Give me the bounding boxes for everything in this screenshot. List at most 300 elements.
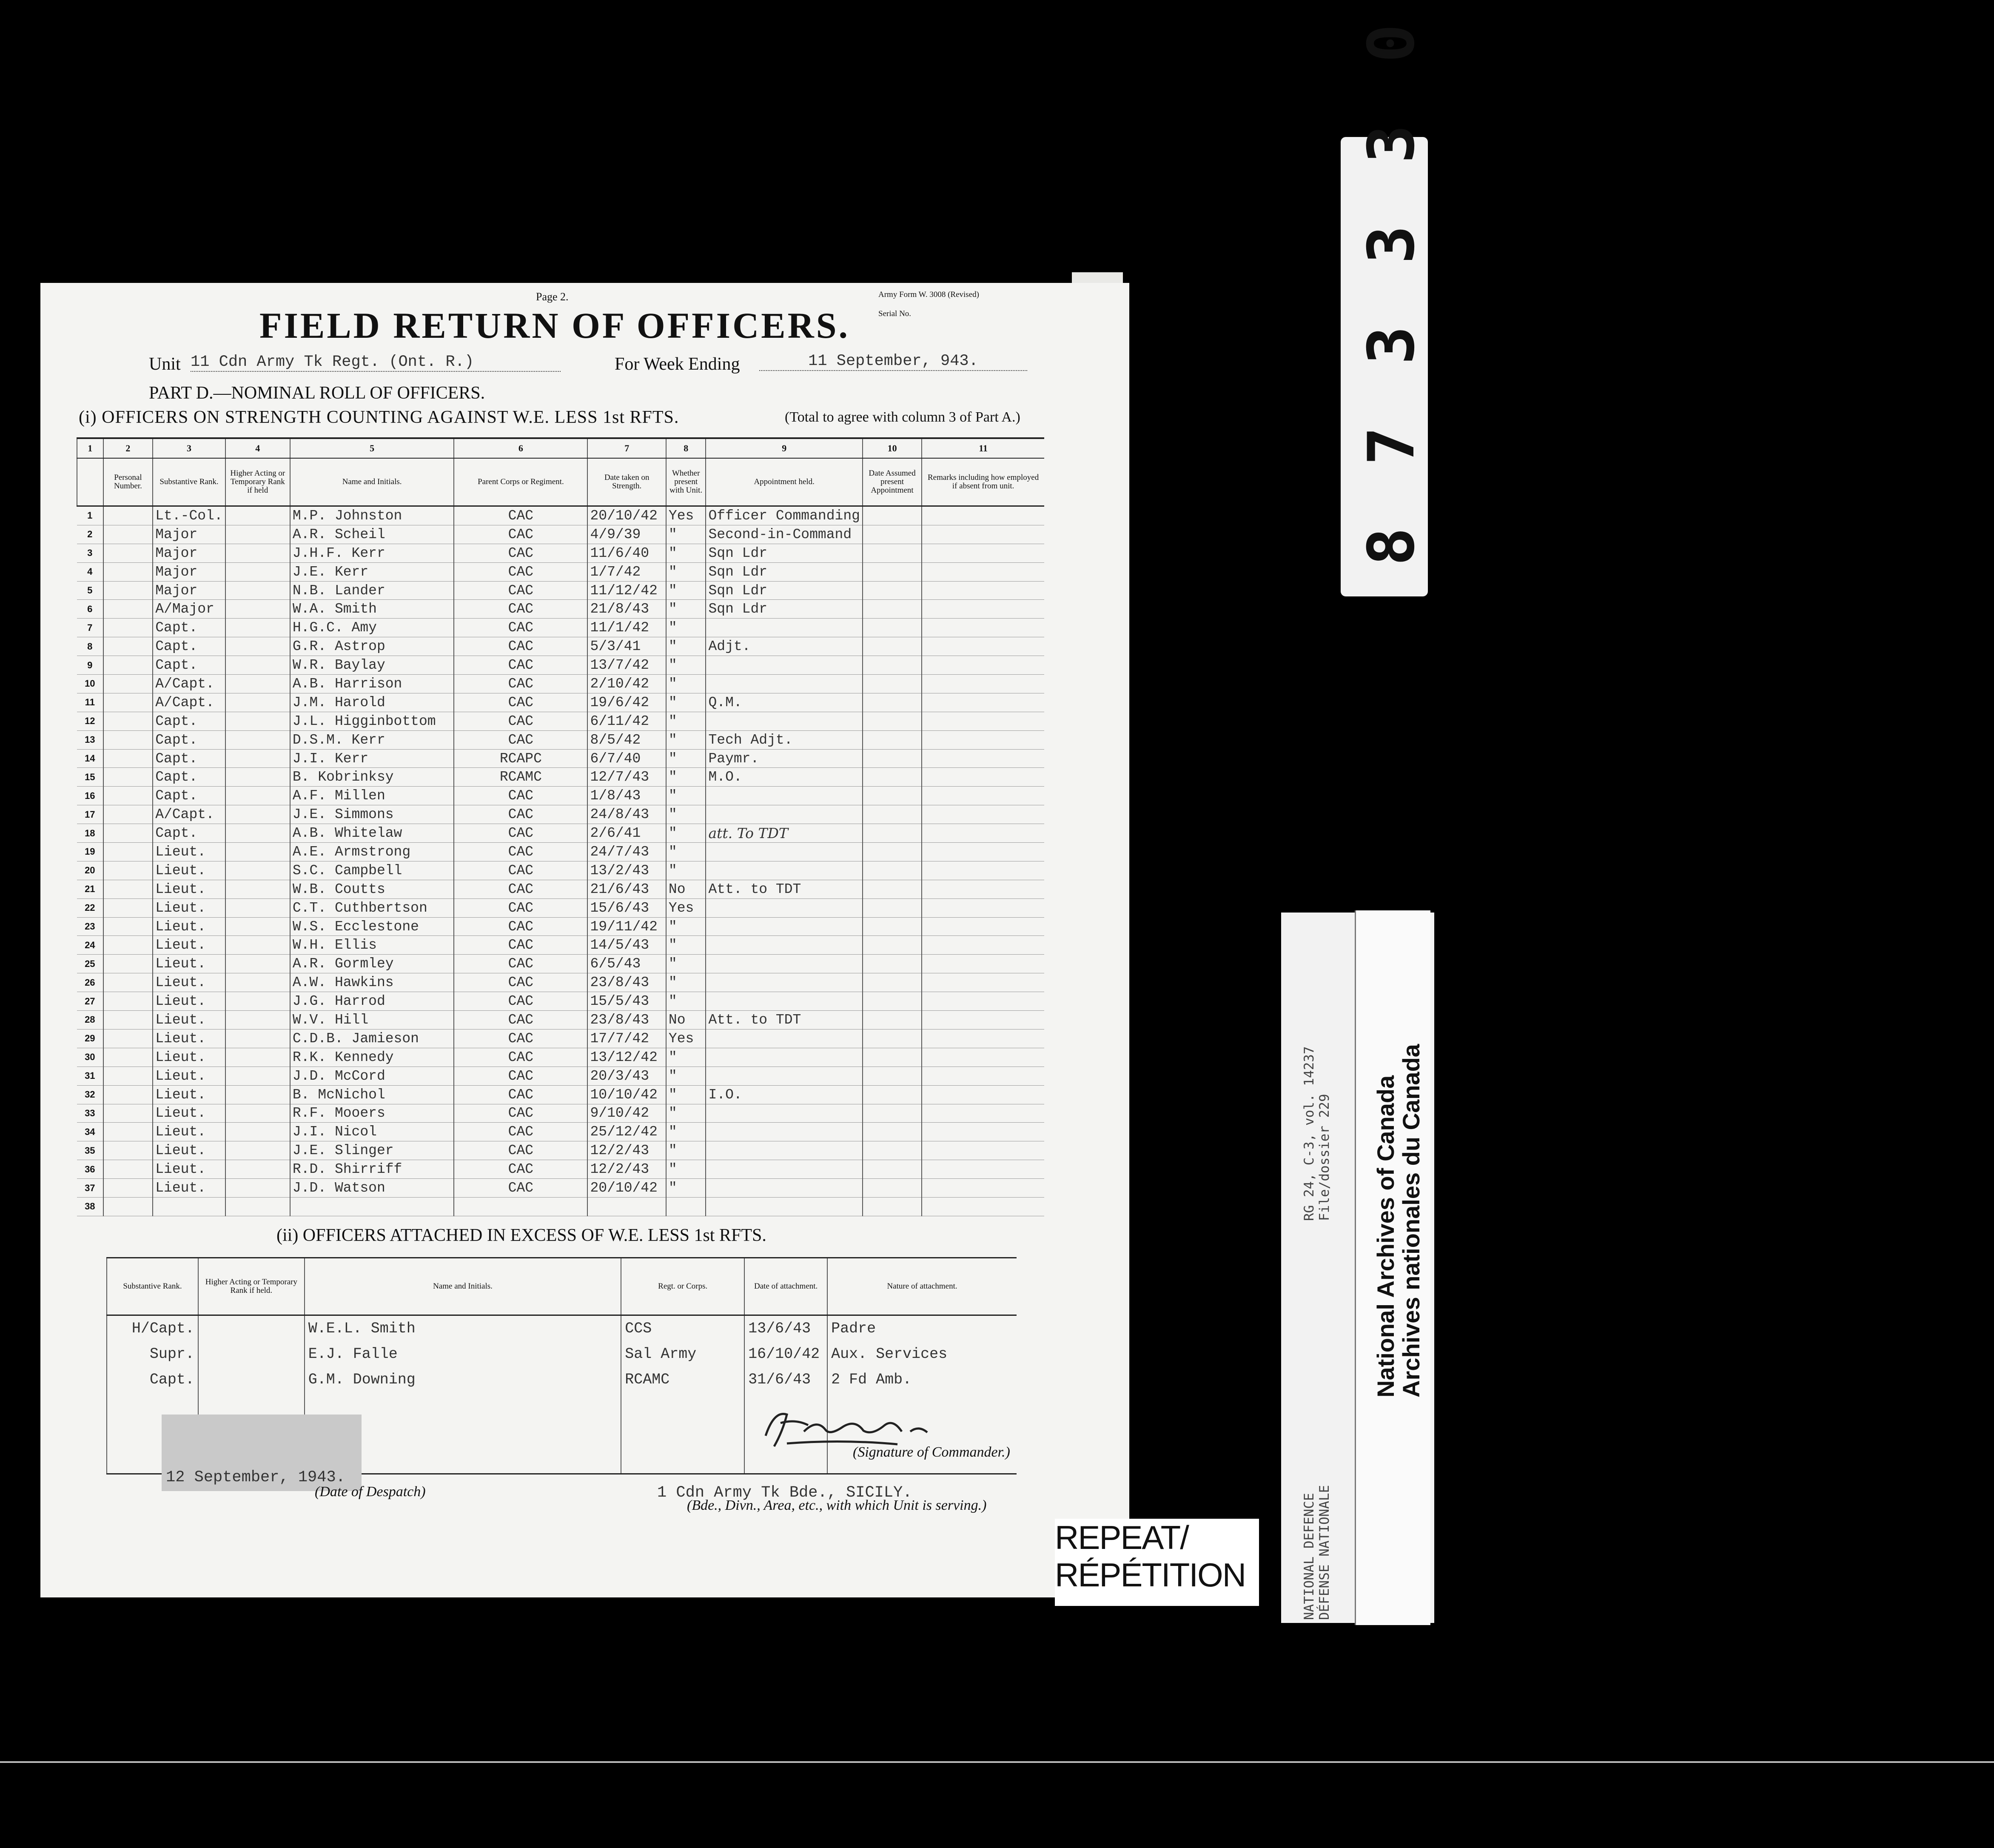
parent-corps: CAC (454, 955, 587, 973)
officers-roll-body (77, 506, 1044, 1216)
section-1-title: (i) OFFICERS ON STRENGTH COUNTING AGAINST W.E. LESS 1st RFTS. (79, 408, 679, 427)
date-appointed (863, 1179, 922, 1198)
parent-corps: CAC (454, 898, 587, 917)
substantive-rank: Major (153, 525, 225, 544)
attached-rank: H/Capt. (107, 1315, 198, 1342)
date-appointed (863, 880, 922, 898)
remarks (922, 768, 1044, 787)
row-number: 4 (77, 562, 103, 581)
date-on-strength: 6/11/42 (587, 712, 666, 730)
substantive-rank (153, 1197, 225, 1216)
remarks (922, 619, 1044, 637)
appointment (706, 675, 862, 693)
remarks (922, 880, 1044, 898)
part-title: PART D.—NOMINAL ROLL OF OFFICERS. (149, 383, 485, 403)
substantive-rank: Lieut. (153, 955, 225, 973)
substantive-rank: Lieut. (153, 861, 225, 880)
row-number: 29 (77, 1029, 103, 1048)
personal-number (103, 787, 153, 805)
present-with-unit (666, 1197, 706, 1216)
column-header: Remarks including how employed if absent from unit. (922, 458, 1044, 506)
archives-name (1373, 1044, 1424, 1397)
officer-name: J.D. Watson (290, 1179, 454, 1198)
attached-column-header: Higher Acting or Temporary Rank if held. (198, 1258, 305, 1315)
substantive-rank: Lieut. (153, 1011, 225, 1030)
row-number: 31 (77, 1067, 103, 1085)
date-on-strength: 25/12/42 (587, 1123, 666, 1141)
row-number: 6 (77, 600, 103, 619)
acting-rank (225, 880, 290, 898)
present-with-unit: " (666, 1160, 706, 1179)
remarks (922, 1104, 1044, 1123)
date-on-strength: 12/2/43 (587, 1160, 666, 1179)
date-appointed (863, 1160, 922, 1179)
row-number: 32 (77, 1085, 103, 1104)
repeat-stamp (1055, 1519, 1259, 1606)
appointment (706, 787, 862, 805)
date-appointed (863, 917, 922, 936)
substantive-rank: Lieut. (153, 936, 225, 955)
present-with-unit: " (666, 824, 706, 843)
present-with-unit: " (666, 525, 706, 544)
attachment-date: 13/6/43 (744, 1315, 827, 1342)
table-row (77, 1141, 1044, 1160)
date-on-strength: 23/8/43 (587, 973, 666, 992)
officer-name: R.D. Shirriff (290, 1160, 454, 1179)
date-on-strength: 21/8/43 (587, 600, 666, 619)
date-on-strength: 6/5/43 (587, 955, 666, 973)
remarks (922, 712, 1044, 730)
present-with-unit: " (666, 619, 706, 637)
row-number: 25 (77, 955, 103, 973)
personal-number (103, 1029, 153, 1048)
remarks (922, 656, 1044, 675)
appointment (706, 1160, 862, 1179)
parent-corps: CAC (454, 936, 587, 955)
personal-number (103, 1067, 153, 1085)
appointment (706, 619, 862, 637)
acting-rank (225, 824, 290, 843)
parent-corps: CAC (454, 973, 587, 992)
row-number: 19 (77, 843, 103, 861)
parent-corps: CAC (454, 1104, 587, 1123)
personal-number (103, 1160, 153, 1179)
date-on-strength: 23/8/43 (587, 1011, 666, 1030)
present-with-unit: No (666, 880, 706, 898)
substantive-rank: Lt.-Col. (153, 506, 225, 525)
officer-name: W.S. Ecclestone (290, 917, 454, 936)
officer-name: J.I. Nicol (290, 1123, 454, 1141)
date-appointed (863, 693, 922, 712)
page-number: Page 2. (536, 291, 569, 303)
present-with-unit: " (666, 581, 706, 600)
remarks (922, 992, 1044, 1011)
present-with-unit: " (666, 768, 706, 787)
appointment (706, 936, 862, 955)
date-appointed (863, 1141, 922, 1160)
date-appointed (863, 730, 922, 749)
present-with-unit: " (666, 917, 706, 936)
archive-reference-2: File/dossier 229 (1317, 1094, 1332, 1221)
parent-corps: CAC (454, 525, 587, 544)
archive-reference-1: RG 24, C-3, vol. 14237 (1302, 1046, 1317, 1221)
table-row (77, 506, 1044, 525)
present-with-unit: " (666, 843, 706, 861)
officers-roll-table (77, 437, 1044, 1216)
acting-rank (225, 600, 290, 619)
table-row (77, 1197, 1044, 1216)
officer-name: A.R. Gormley (290, 955, 454, 973)
personal-number (103, 1085, 153, 1104)
date-on-strength: 20/10/42 (587, 506, 666, 525)
acting-rank (225, 675, 290, 693)
acting-rank (225, 992, 290, 1011)
table-row (77, 656, 1044, 675)
present-with-unit: Yes (666, 1029, 706, 1048)
personal-number (103, 917, 153, 936)
remarks (922, 955, 1044, 973)
appointment: I.O. (706, 1085, 862, 1104)
substantive-rank: Lieut. (153, 880, 225, 898)
attached-column-header: Nature of attachment. (827, 1258, 1017, 1315)
formation-value: 1 Cdn Army Tk Bde., SICILY. (657, 1484, 912, 1502)
defence-en: NATIONAL DEFENCE (1302, 1493, 1317, 1620)
personal-number (103, 712, 153, 730)
row-number: 3 (77, 544, 103, 562)
row-number: 38 (77, 1197, 103, 1216)
substantive-rank: Capt. (153, 824, 225, 843)
table-row (77, 1160, 1044, 1179)
personal-number (103, 1123, 153, 1141)
officer-name: W.V. Hill (290, 1011, 454, 1030)
personal-number (103, 1048, 153, 1067)
personal-number (103, 843, 153, 861)
signature-label: (Signature of Commander.) (853, 1444, 1010, 1460)
appointment (706, 843, 862, 861)
parent-corps: CAC (454, 1085, 587, 1104)
remarks (922, 936, 1044, 955)
parent-corps: CAC (454, 730, 587, 749)
remarks (922, 861, 1044, 880)
attachment-date: 31/6/43 (744, 1367, 827, 1392)
present-with-unit: Yes (666, 506, 706, 525)
date-appointed (863, 768, 922, 787)
section-2-title: (ii) OFFICERS ATTACHED IN EXCESS OF W.E. LESS 1st RFTS. (276, 1226, 766, 1245)
date-appointed (863, 898, 922, 917)
appointment (706, 712, 862, 730)
date-on-strength: 11/1/42 (587, 619, 666, 637)
table-row (107, 1315, 1017, 1342)
officer-name: J.I. Kerr (290, 749, 454, 768)
date-appointed (863, 824, 922, 843)
present-with-unit: " (666, 1141, 706, 1160)
attached-corps (621, 1392, 744, 1474)
substantive-rank: Capt. (153, 730, 225, 749)
date-on-strength: 2/10/42 (587, 675, 666, 693)
row-number: 36 (77, 1160, 103, 1179)
parent-corps: CAC (454, 1141, 587, 1160)
film-edge-line (0, 1761, 1994, 1763)
date-appointed (863, 562, 922, 581)
date-appointed (863, 1048, 922, 1067)
appointment (706, 1067, 862, 1085)
present-with-unit: " (666, 992, 706, 1011)
officer-name: W.B. Coutts (290, 880, 454, 898)
present-with-unit: " (666, 973, 706, 992)
despatch-date-label: (Date of Despatch) (315, 1484, 426, 1500)
row-number: 24 (77, 936, 103, 955)
present-with-unit: Yes (666, 898, 706, 917)
acting-rank (225, 693, 290, 712)
table-row (77, 637, 1044, 656)
column-number: 9 (706, 438, 862, 458)
appointment: Tech Adjt. (706, 730, 862, 749)
column-number: 3 (153, 438, 225, 458)
substantive-rank: Lieut. (153, 1160, 225, 1179)
acting-rank (225, 1048, 290, 1067)
table-row (77, 749, 1044, 768)
column-number: 6 (454, 438, 587, 458)
defence-fr: DÉFENSE NATIONALE (1317, 1485, 1332, 1620)
attached-column-header: Date of attachment. (744, 1258, 827, 1315)
date-appointed (863, 525, 922, 544)
substantive-rank: Lieut. (153, 1029, 225, 1048)
substantive-rank: A/Capt. (153, 805, 225, 824)
personal-number (103, 730, 153, 749)
remarks (922, 544, 1044, 562)
row-number: 10 (77, 675, 103, 693)
row-number: 5 (77, 581, 103, 600)
row-number: 12 (77, 712, 103, 730)
parent-corps: CAC (454, 637, 587, 656)
date-appointed (863, 600, 922, 619)
unit-value: 11 Cdn Army Tk Regt. (Ont. R.) (191, 353, 561, 372)
date-appointed (863, 637, 922, 656)
table-row (77, 843, 1044, 861)
remarks (922, 824, 1044, 843)
personal-number (103, 525, 153, 544)
officer-name: J.E. Slinger (290, 1141, 454, 1160)
parent-corps: CAC (454, 843, 587, 861)
date-on-strength: 13/2/43 (587, 861, 666, 880)
appointment: Second-in-Command (706, 525, 862, 544)
personal-number (103, 973, 153, 992)
acting-rank (225, 898, 290, 917)
substantive-rank: A/Capt. (153, 675, 225, 693)
personal-number (103, 880, 153, 898)
parent-corps: CAC (454, 600, 587, 619)
substantive-rank: Capt. (153, 712, 225, 730)
appointment (706, 992, 862, 1011)
date-appointed (863, 805, 922, 824)
frame-number: 8 7 3 3 3 0 (1355, 12, 1429, 566)
remarks (922, 1179, 1044, 1198)
remarks (922, 600, 1044, 619)
attachment-nature: 2 Fd Amb. (827, 1367, 1017, 1392)
date-on-strength: 14/5/43 (587, 936, 666, 955)
present-with-unit: " (666, 955, 706, 973)
present-with-unit: " (666, 544, 706, 562)
remarks (922, 525, 1044, 544)
acting-rank (225, 973, 290, 992)
remarks (922, 581, 1044, 600)
appointment: Sqn Ldr (706, 544, 862, 562)
officer-name: J.E. Kerr (290, 562, 454, 581)
parent-corps: CAC (454, 581, 587, 600)
table-row (77, 1048, 1044, 1067)
personal-number (103, 675, 153, 693)
acting-rank (225, 1179, 290, 1198)
attached-rank: Supr. (107, 1341, 198, 1367)
date-on-strength: 11/12/42 (587, 581, 666, 600)
parent-corps: CAC (454, 1048, 587, 1067)
date-appointed (863, 955, 922, 973)
substantive-rank: Major (153, 581, 225, 600)
remarks (922, 1141, 1044, 1160)
substantive-rank: Lieut. (153, 917, 225, 936)
acting-rank (225, 749, 290, 768)
date-on-strength: 8/5/42 (587, 730, 666, 749)
table-row (77, 581, 1044, 600)
acting-rank (225, 730, 290, 749)
present-with-unit: No (666, 1011, 706, 1030)
remarks (922, 898, 1044, 917)
present-with-unit: " (666, 712, 706, 730)
attached-acting-rank (198, 1367, 305, 1392)
parent-corps: CAC (454, 917, 587, 936)
acting-rank (225, 1029, 290, 1048)
date-appointed (863, 656, 922, 675)
date-appointed (863, 992, 922, 1011)
remarks (922, 1067, 1044, 1085)
section-1-note: (Total to agree with column 3 of Part A.) (785, 409, 1020, 425)
parent-corps: RCAMC (454, 768, 587, 787)
acting-rank (225, 581, 290, 600)
substantive-rank: A/Capt. (153, 693, 225, 712)
table-row (77, 768, 1044, 787)
remarks (922, 1197, 1044, 1216)
appointment (706, 898, 862, 917)
row-number: 28 (77, 1011, 103, 1030)
parent-corps: CAC (454, 1029, 587, 1048)
column-header: Whether present with Unit. (666, 458, 706, 506)
appointment: att. To TDT (706, 824, 862, 843)
officer-name: A.E. Armstrong (290, 843, 454, 861)
table-row (77, 712, 1044, 730)
personal-number (103, 581, 153, 600)
appointment: Q.M. (706, 693, 862, 712)
acting-rank (225, 712, 290, 730)
appointment (706, 805, 862, 824)
table-row (77, 693, 1044, 712)
date-on-strength: 12/7/43 (587, 768, 666, 787)
acting-rank (225, 805, 290, 824)
personal-number (103, 992, 153, 1011)
personal-number (103, 656, 153, 675)
present-with-unit: " (666, 562, 706, 581)
personal-number (103, 898, 153, 917)
substantive-rank: A/Major (153, 600, 225, 619)
substantive-rank: Lieut. (153, 1048, 225, 1067)
table-row (77, 600, 1044, 619)
acting-rank (225, 1085, 290, 1104)
remarks (922, 637, 1044, 656)
date-on-strength: 1/8/43 (587, 787, 666, 805)
substantive-rank: Lieut. (153, 1085, 225, 1104)
appointment: Paymr. (706, 749, 862, 768)
date-appointed (863, 936, 922, 955)
personal-number (103, 1197, 153, 1216)
date-on-strength: 4/9/39 (587, 525, 666, 544)
column-header-row (77, 458, 1044, 506)
date-on-strength: 1/7/42 (587, 562, 666, 581)
present-with-unit: " (666, 675, 706, 693)
remarks (922, 1160, 1044, 1179)
column-header (77, 458, 103, 506)
substantive-rank: Lieut. (153, 1104, 225, 1123)
date-appointed (863, 973, 922, 992)
acting-rank (225, 525, 290, 544)
date-on-strength: 13/7/42 (587, 656, 666, 675)
officer-name: J.D. McCord (290, 1067, 454, 1085)
acting-rank (225, 1197, 290, 1216)
table-row (77, 898, 1044, 917)
column-header: Date taken on Strength. (587, 458, 666, 506)
date-on-strength: 10/10/42 (587, 1085, 666, 1104)
row-number: 11 (77, 693, 103, 712)
row-number: 21 (77, 880, 103, 898)
archives-name-en: National Archives of Canada (1372, 1075, 1399, 1397)
present-with-unit: " (666, 1067, 706, 1085)
date-appointed (863, 506, 922, 525)
row-number: 9 (77, 656, 103, 675)
parent-corps: CAC (454, 880, 587, 898)
acting-rank (225, 1160, 290, 1179)
personal-number (103, 562, 153, 581)
column-header: Higher Acting or Temporary Rank if held (225, 458, 290, 506)
personal-number (103, 1011, 153, 1030)
present-with-unit: " (666, 936, 706, 955)
date-on-strength: 12/2/43 (587, 1141, 666, 1160)
column-header: Personal Number. (103, 458, 153, 506)
despatch-date: 12 September, 1943. (166, 1469, 345, 1486)
personal-number (103, 544, 153, 562)
present-with-unit: " (666, 693, 706, 712)
column-header: Name and Initials. (290, 458, 454, 506)
parent-corps: CAC (454, 1067, 587, 1085)
remarks (922, 1011, 1044, 1030)
present-with-unit: " (666, 1123, 706, 1141)
appointment (706, 917, 862, 936)
table-row (77, 525, 1044, 544)
appointment: M.O. (706, 768, 862, 787)
attached-name: W.E.L. Smith (305, 1315, 621, 1342)
officer-name: J.L. Higginbottom (290, 712, 454, 730)
officer-name: W.H. Ellis (290, 936, 454, 955)
table-row (77, 1179, 1044, 1198)
remarks (922, 1085, 1044, 1104)
row-number: 20 (77, 861, 103, 880)
remarks (922, 843, 1044, 861)
officer-name: J.M. Harold (290, 693, 454, 712)
remarks (922, 730, 1044, 749)
attached-acting-rank (198, 1315, 305, 1342)
date-on-strength: 15/5/43 (587, 992, 666, 1011)
acting-rank (225, 917, 290, 936)
army-form-number: Army Form W. 3008 (Revised) (878, 290, 979, 299)
parent-corps (454, 1197, 587, 1216)
parent-corps: RCAPC (454, 749, 587, 768)
